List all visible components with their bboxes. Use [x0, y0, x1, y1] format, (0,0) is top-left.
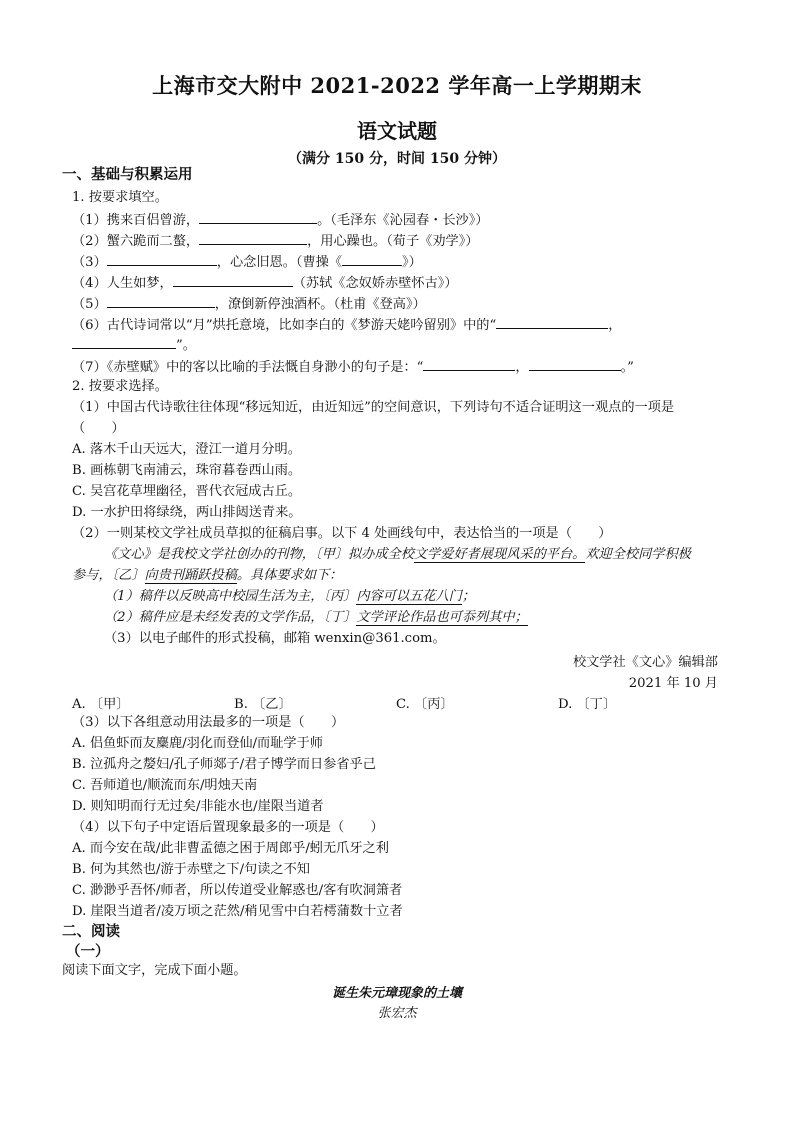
notice-date: 2021 年 10 月 — [628, 676, 718, 691]
q2-3-option-b[interactable]: B. 泣孤舟之嫠妇/孔子师郯子/君子博学而日参省乎己 — [72, 757, 376, 772]
q2-4-stem: （4）以下句子中定语后置现象最多的一项是（ ） — [72, 820, 384, 835]
q2-2-option-b[interactable]: B. 〔乙〕 — [234, 697, 292, 712]
answer-blank[interactable] — [72, 335, 176, 349]
q2-3-stem: （3）以下各组意动用法最多的一项是（ ） — [72, 715, 345, 730]
answer-blank[interactable] — [199, 231, 307, 245]
notice-line-1: 《文心》是我校文学社创办的刊物，〔甲〕拟办成全校文学爱好者展现风采的平台。欢迎全校同学积极 — [104, 547, 691, 562]
q1-item-2: （2）蟹六跪而二螯， ，用心躁也。（荀子《劝学》） — [72, 231, 479, 251]
q2-2-option-a[interactable]: A. 〔甲〕 — [72, 697, 130, 712]
exam-title: 上海市交大附中 2021-2022 学年高一上学期期末 — [152, 73, 642, 98]
q1-item-6-cont: ”。 — [72, 335, 196, 355]
q2-2-stem: （2）一则某校文学社成员草拟的征稿启事。以下 4 处画线句中，表达恰当的一项是（ ） — [72, 526, 612, 541]
q1-stem: 1. 按要求填空。 — [72, 190, 168, 205]
q1-item-3: （3） ，心念旧恩。（曹操《 》） — [72, 252, 422, 272]
notice-line-3: （1）稿件以反映高中校园生活为主，〔丙〕内容可以五花八门； — [104, 589, 476, 604]
answer-blank[interactable] — [529, 357, 621, 371]
q2-1-option-c[interactable]: C. 吴宫花草埋幽径，晋代衣冠成古丘。 — [72, 484, 302, 499]
article-title: 诞生朱元璋现象的土壤 — [331, 986, 462, 1001]
q2-1-option-b[interactable]: B. 画栋朝飞南浦云，珠帘暮卷西山雨。 — [72, 463, 302, 478]
answer-blank[interactable] — [107, 252, 217, 266]
q2-2-option-c[interactable]: C. 〔丙〕 — [396, 697, 454, 712]
q2-2-option-d[interactable]: D. 〔丁〕 — [558, 697, 617, 712]
q2-stem: 2. 按要求选择。 — [72, 379, 168, 394]
q2-1-bracket: （ ） — [72, 421, 125, 436]
answer-blank[interactable] — [342, 252, 402, 266]
reading-instruction: 阅读下面文字，完成下面小题。 — [62, 963, 247, 978]
section-2-subheading: （一） — [66, 943, 110, 960]
answer-blank[interactable] — [496, 315, 608, 329]
notice-line-4: （2）稿件应是未经发表的文学作品，〔丁〕文学评论作品也可忝列其中； — [104, 610, 528, 625]
q2-3-option-c[interactable]: C. 吾师道也/顺流而东/明烛天南 — [72, 778, 258, 793]
article-author: 张宏杰 — [377, 1006, 417, 1021]
notice-line-2: 参与，〔乙〕向贵刊踊跃投稿。具体要求如下： — [72, 568, 343, 583]
q2-1-stem: （1）中国古代诗歌往往体现“移远知近，由近知远”的空间意识，下列诗句不适合证明这一观点的一项是 — [72, 400, 675, 415]
q2-4-option-a[interactable]: A. 而今安在哉/此非曹孟德之困于周郎乎/蚓无爪牙之利 — [72, 841, 389, 856]
exam-score-time: （满分 150 分，时间 150 分钟） — [288, 151, 506, 167]
q1-item-1: （1）携来百侣曾游， 。（毛泽东《沁园春・长沙》） — [72, 210, 489, 230]
answer-blank[interactable] — [199, 210, 317, 224]
q1-item-4: （4）人生如梦， （苏轼《念奴娇赤壁怀古》） — [72, 273, 458, 293]
q2-4-option-d[interactable]: D. 崖限当道者/凌万顷之茫然/稍见雪中白若樗蒲数十立者 — [72, 904, 403, 919]
q1-item-5: （5） ，潦倒新停浊酒杯。（杜甫《登高》） — [72, 294, 426, 314]
section-2-heading: 二、阅读 — [62, 923, 120, 940]
q1-item-6: （6）古代诗词常以“月”烘托意境，比如李白的《梦游天姥吟留别》中的“ ， — [72, 315, 621, 335]
answer-blank[interactable] — [107, 294, 215, 308]
q2-4-option-c[interactable]: C. 渺渺乎吾怀/师者，所以传道受业解惑也/客有吹洞箫者 — [72, 883, 403, 898]
answer-blank[interactable] — [423, 357, 515, 371]
q2-4-option-b[interactable]: B. 何为其然也/游于赤壁之下/句读之不知 — [72, 862, 310, 877]
q2-3-option-d[interactable]: D. 则知明而行无过矣/非能水也/崖限当道者 — [72, 799, 324, 814]
q2-3-option-a[interactable]: A. 侣鱼虾而友麋鹿/羽化而登仙/而耻学于师 — [72, 736, 323, 751]
q1-item-7: （7）《赤壁赋》中的客以比喻的手法慨自身渺小的句子是：“ ， 。” — [72, 357, 634, 377]
section-1-heading: 一、基础与积累运用 — [62, 166, 193, 183]
notice-line-5: （3）以电子邮件的形式投稿，邮箱 wenxin@361.com。 — [104, 631, 446, 646]
exam-subject: 语文试题 — [357, 119, 437, 143]
q2-1-option-a[interactable]: A. 落木千山天远大，澄江一道月分明。 — [72, 442, 301, 457]
notice-signature: 校文学社《文心》编辑部 — [572, 655, 718, 670]
q2-1-option-d[interactable]: D. 一水护田将绿绕，两山排闼送青来。 — [72, 505, 302, 520]
answer-blank[interactable] — [173, 273, 293, 287]
